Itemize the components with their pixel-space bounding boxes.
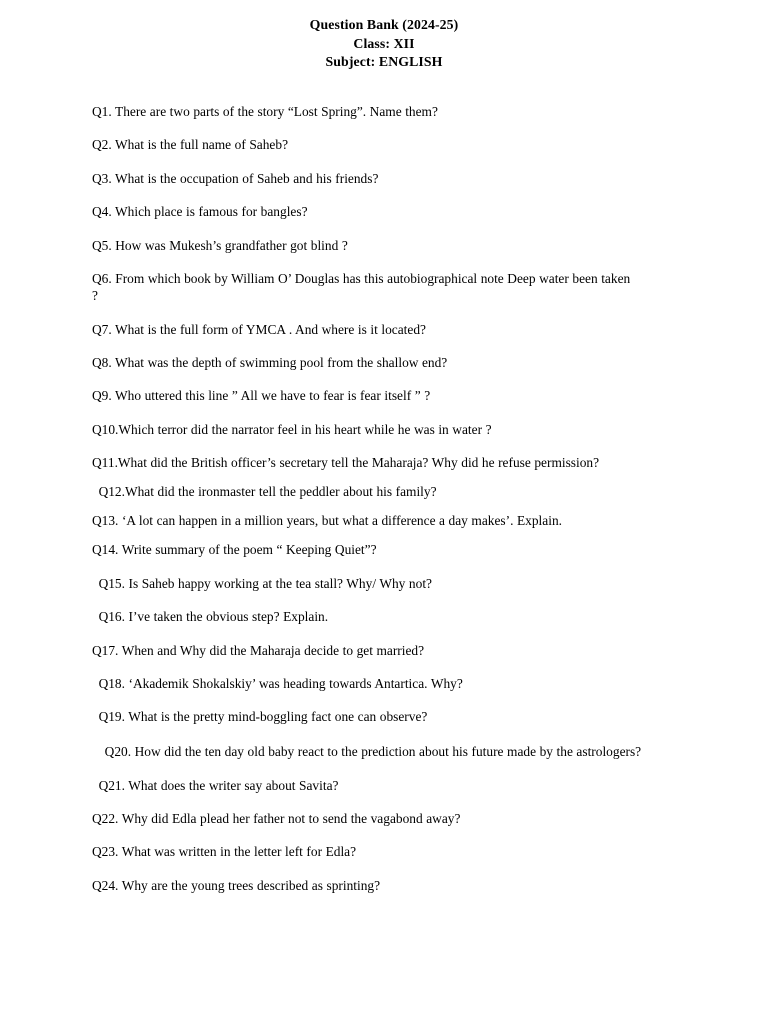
question-item: Q20. How did the ten day old baby react to the prediction about his future made by the astrologers? xyxy=(94,743,642,759)
question-item: Q11.What did the British officer’s secretary tell the Maharaja? Why did he refuse permission? xyxy=(92,455,600,471)
question-item: Q23. What was written in the letter left for Edla? xyxy=(92,844,357,860)
question-item: Q16. I’ve taken the obvious step? Explain. xyxy=(95,609,329,625)
question-item: Q21. What does the writer say about Savita? xyxy=(95,777,339,793)
question-item: Q14. Write summary of the poem “ Keeping Quiet”? xyxy=(92,542,377,558)
header-subject-line: Subject: ENGLISH xyxy=(325,54,443,69)
question-list xyxy=(0,104,768,911)
question-item: Q12.What did the ironmaster tell the peddler about his family? xyxy=(95,484,437,500)
question-item: Q8. What was the depth of swimming pool from the shallow end? xyxy=(92,355,448,371)
question-item: Q6. From which book by William O’ Douglas has this autobiographical note Deep water been taken ? xyxy=(92,270,634,303)
question-item: Q4. Which place is famous for bangles? xyxy=(92,204,308,220)
question-item: Q24. Why are the young trees described as sprinting? xyxy=(92,877,381,893)
header-class-line: Class: XII xyxy=(353,35,415,51)
question-item: Q17. When and Why did the Maharaja decide to get married? xyxy=(92,642,425,658)
question-item: Q10.Which terror did the narrator feel in his heart while he was in water ? xyxy=(92,421,492,437)
question-item: Q18. ‘Akademik Shokalskiy’ was heading towards Antartica. Why? xyxy=(95,676,463,692)
question-item: Q5. How was Mukesh’s grandfather got blind ? xyxy=(92,237,348,253)
header-title-line: Question Bank (2024-25) xyxy=(309,17,459,32)
question-item: Q19. What is the pretty mind-boggling fact one can observe? xyxy=(95,709,428,725)
question-item: Q1. There are two parts of the story “Lost Spring”. Name them? xyxy=(92,104,438,119)
question-item: Q7. What is the full form of YMCA . And where is it located? xyxy=(92,321,426,337)
question-item: Q2. What is the full name of Saheb? xyxy=(92,137,289,153)
question-item: Q15. Is Saheb happy working at the tea stall? Why/ Why not? xyxy=(95,575,432,591)
question-item: Q3. What is the occupation of Saheb and his friends? xyxy=(92,170,379,186)
question-item: Q22. Why did Edla plead her father not to send the vagabond away? xyxy=(92,811,461,827)
document-header xyxy=(0,16,768,72)
question-item: Q13. ‘A lot can happen in a million years, but what a difference a day makes’. Explain. xyxy=(92,513,562,529)
question-item: Q9. Who uttered this line ” All we have to fear is fear itself ” ? xyxy=(92,388,431,404)
